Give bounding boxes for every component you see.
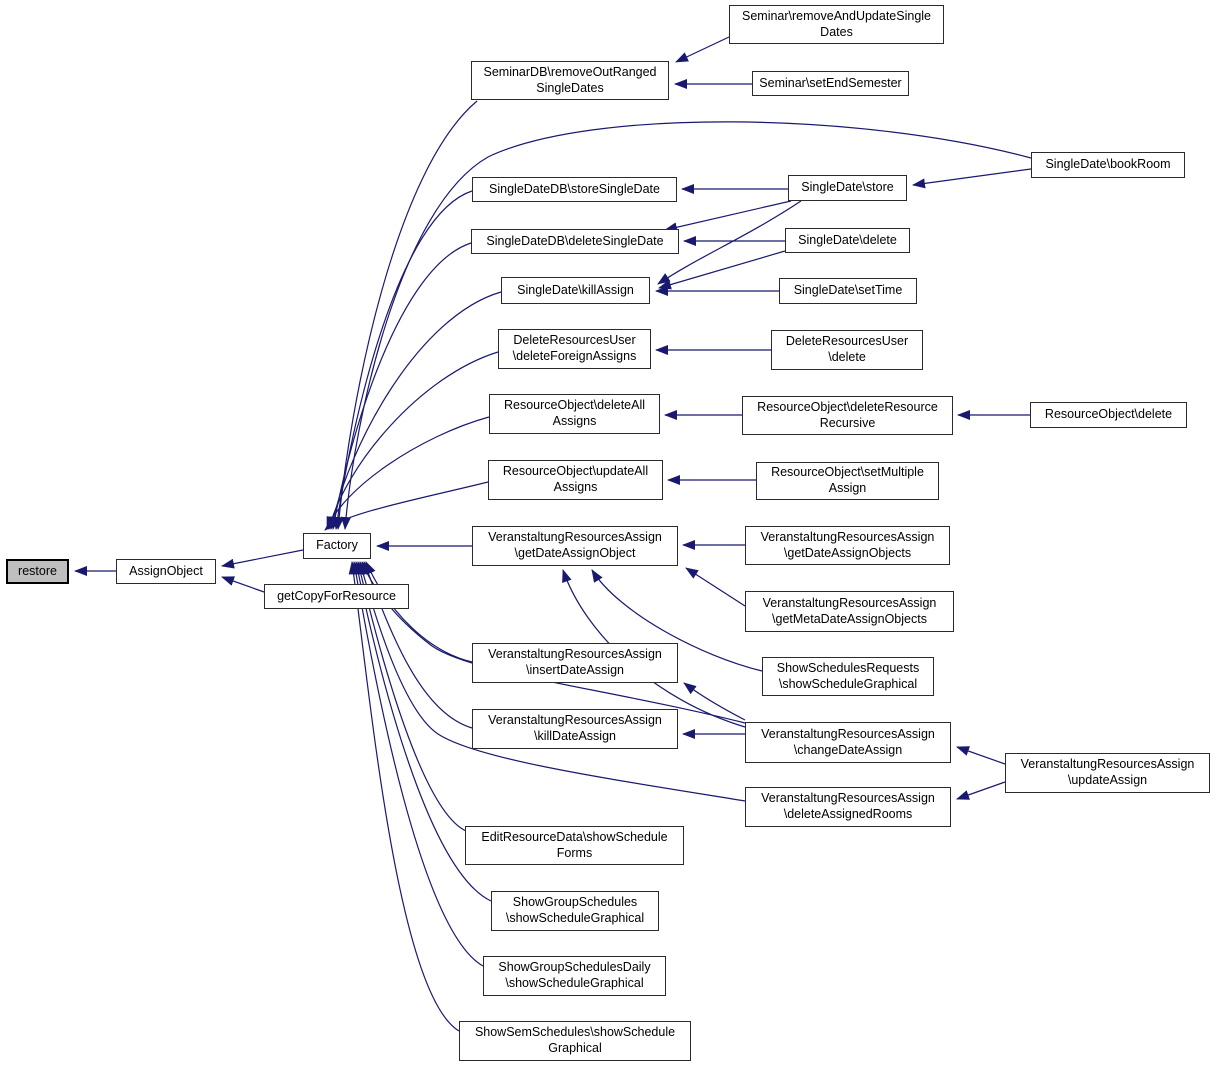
graph-node-editResShowForms[interactable]: EditResourceData\showSchedule Forms	[465, 826, 684, 865]
graph-node-roDelete[interactable]: ResourceObject\delete	[1030, 402, 1187, 428]
graph-node-roSetMultiple[interactable]: ResourceObject\setMultiple Assign	[756, 462, 939, 500]
edge-sdStore-to-sdDeleteSingleDate	[665, 201, 791, 230]
graph-node-sdKillAssign[interactable]: SingleDate\killAssign	[501, 277, 650, 304]
edge-sdBookRoom-to-sdStore	[913, 169, 1031, 185]
graph-node-druDeleteForeign[interactable]: DeleteResourcesUser \deleteForeignAssigns	[498, 329, 651, 369]
graph-node-sdDeleteSingleDate[interactable]: SingleDateDB\deleteSingleDate	[471, 229, 679, 254]
graph-node-sdDelete[interactable]: SingleDate\delete	[785, 228, 910, 253]
graph-node-sssShowGraphical[interactable]: ShowSemSchedules\showSchedule Graphical	[459, 1021, 691, 1061]
graph-node-assignObject[interactable]: AssignObject	[116, 559, 216, 584]
graph-node-druDelete[interactable]: DeleteResourcesUser \delete	[771, 330, 923, 370]
edge-sdDeleteSingleDate-to-factory	[333, 243, 471, 529]
graph-node-factory[interactable]: Factory	[303, 533, 371, 559]
graph-node-restore: restore	[6, 559, 69, 584]
edge-seminarRemoveAndUpdate-to-seminarRemoveOut	[676, 37, 729, 62]
graph-node-sdStore[interactable]: SingleDate\store	[788, 175, 907, 201]
graph-node-vraKillDateAssign[interactable]: VeranstaltungResourcesAssign \killDateAssign	[472, 709, 678, 749]
graph-node-sdBookRoom[interactable]: SingleDate\bookRoom	[1031, 152, 1185, 178]
graph-node-sgsdShowGraphical[interactable]: ShowGroupSchedulesDaily \showScheduleGraphical	[483, 956, 666, 996]
edge-vraGetMetaDateAssignObjects-to-vraGetDateAssignObject	[686, 568, 745, 606]
graph-node-sdStoreSingleDate[interactable]: SingleDateDB\storeSingleDate	[472, 177, 677, 202]
edge-sssShowGraphical-to-factory	[352, 562, 459, 1031]
graph-node-seminarSetEnd[interactable]: Seminar\setEndSemester	[752, 71, 909, 96]
edge-vraUpdateAssign-to-vraDeleteAssignedRooms	[957, 782, 1005, 799]
graph-node-roDeleteRecursive[interactable]: ResourceObject\deleteResource Recursive	[742, 396, 953, 435]
graph-node-roUpdateAll[interactable]: ResourceObject\updateAll Assigns	[488, 460, 663, 500]
graph-node-vraGetDateAssignObject[interactable]: VeranstaltungResourcesAssign \getDateAssignObject	[472, 526, 678, 566]
edge-druDeleteForeign-to-factory	[329, 352, 498, 529]
edge-vraInsertDateAssign-to-factory	[366, 562, 472, 662]
graph-node-roDeleteAll[interactable]: ResourceObject\deleteAll Assigns	[489, 394, 660, 434]
edge-vraUpdateAssign-to-vraChangeDateAssign	[957, 747, 1005, 764]
edge-sdStoreSingleDate-to-factory	[336, 191, 472, 529]
graph-node-seminarRemoveOut[interactable]: SeminarDB\removeOutRanged SingleDates	[471, 61, 669, 100]
edge-sdStore-to-sdKillAssign	[658, 201, 801, 284]
edge-sdDelete-to-sdKillAssign	[659, 251, 785, 288]
edge-factory-to-assignObject	[222, 550, 303, 566]
edge-sdKillAssign-to-factory	[331, 292, 501, 529]
graph-node-ssrShowGraphical[interactable]: ShowSchedulesRequests \showScheduleGraphical	[762, 657, 934, 696]
graph-node-vraChangeDateAssign[interactable]: VeranstaltungResourcesAssign \changeDateAssign	[745, 722, 951, 763]
graph-node-sgsShowGraphical[interactable]: ShowGroupSchedules \showScheduleGraphical	[491, 891, 659, 931]
graph-node-getCopyForResource[interactable]: getCopyForResource	[264, 584, 409, 609]
graph-node-sdSetTime[interactable]: SingleDate\setTime	[779, 278, 917, 304]
graph-node-vraGetMetaDateAssignObjects[interactable]: VeranstaltungResourcesAssign \getMetaDateAssignObjects	[745, 591, 954, 632]
edge-getCopyForResource-to-assignObject	[222, 577, 264, 592]
graph-node-vraInsertDateAssign[interactable]: VeranstaltungResourcesAssign \insertDateAssign	[472, 643, 678, 683]
graph-node-vraGetDateAssignObjects[interactable]: VeranstaltungResourcesAssign \getDateAssignObjects	[745, 526, 950, 565]
edge-vraChangeDateAssign-to-vraInsertDateAssign	[684, 683, 745, 720]
graph-node-vraDeleteAssignedRooms[interactable]: VeranstaltungResourcesAssign \deleteAssignedRooms	[745, 787, 951, 827]
graph-node-vraUpdateAssign[interactable]: VeranstaltungResourcesAssign \updateAssign	[1005, 753, 1210, 793]
graph-node-seminarRemoveAndUpdate[interactable]: Seminar\removeAndUpdateSingle Dates	[729, 5, 944, 44]
